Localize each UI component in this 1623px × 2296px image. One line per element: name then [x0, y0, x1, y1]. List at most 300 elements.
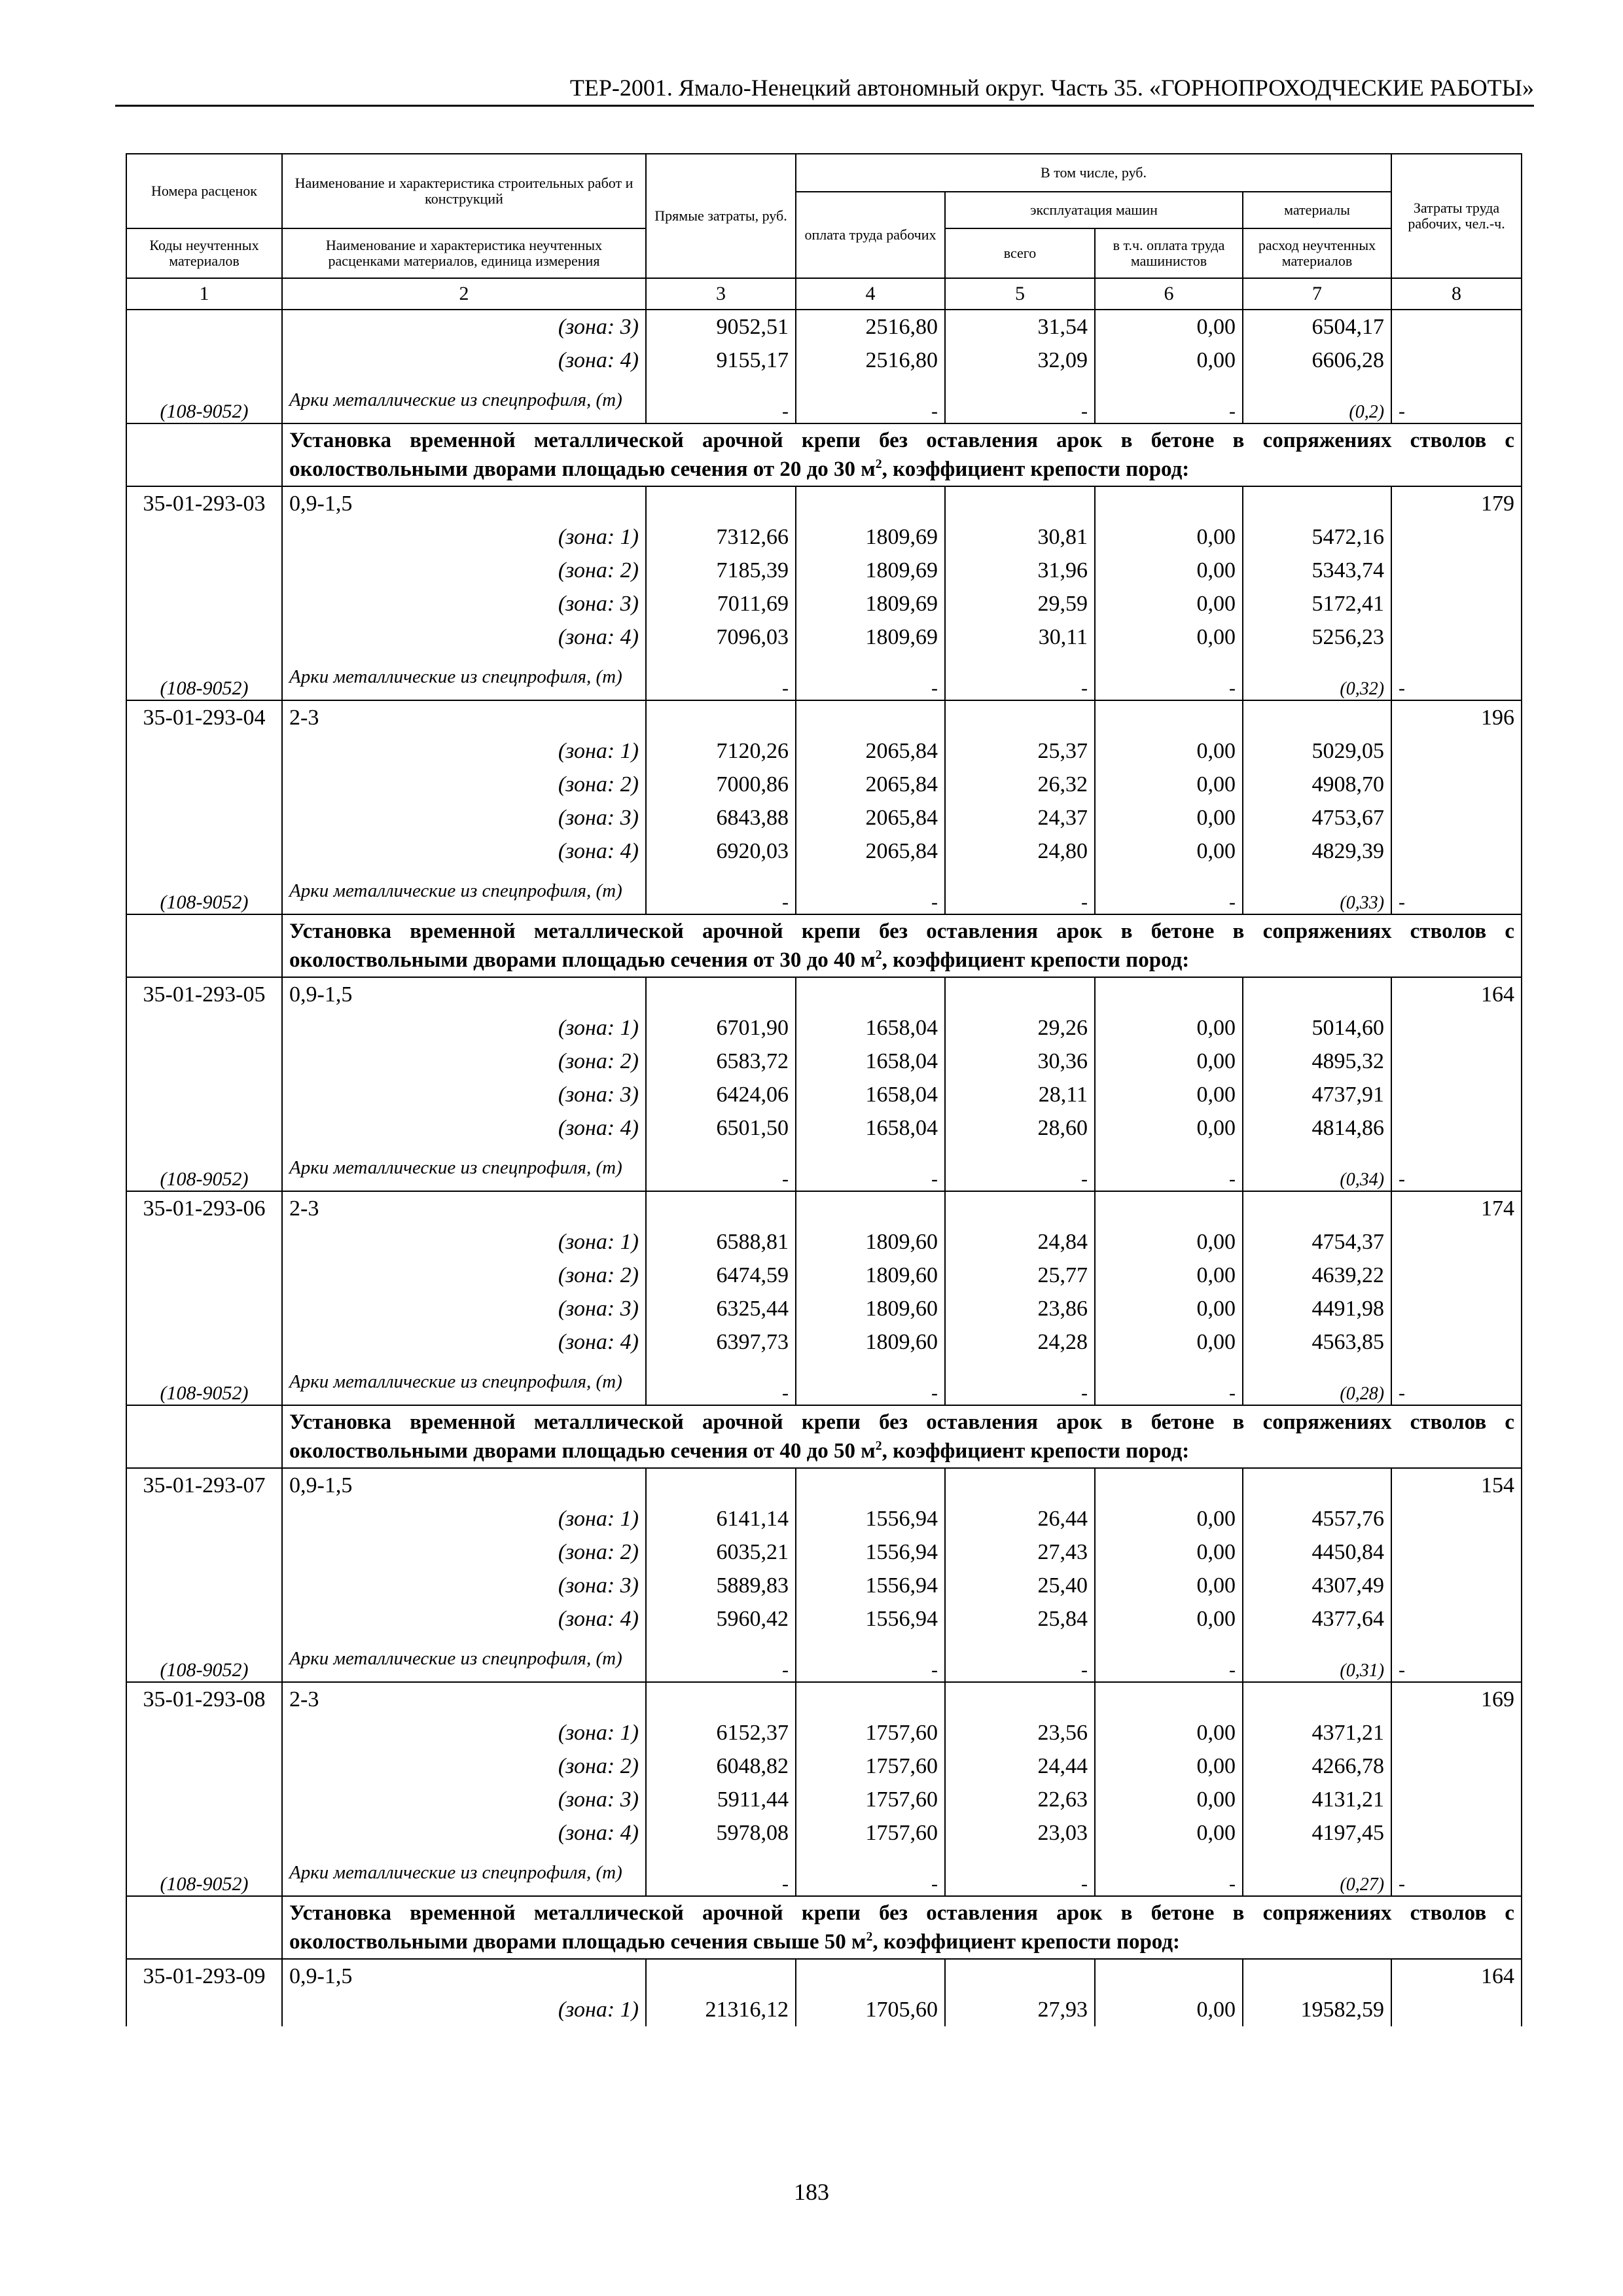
labor-costs-value [1391, 1225, 1522, 1259]
material-code: (108-9052) [126, 1359, 282, 1405]
empty-cell [1095, 1468, 1243, 1502]
rate-code-cell [126, 734, 282, 768]
empty-cell [646, 486, 796, 520]
rate-code: 35-01-293-05 [126, 977, 282, 1011]
zone-label: (зона: 2) [282, 768, 646, 801]
machines-labor-value: 0,00 [1095, 1749, 1243, 1783]
material-dash: - [1095, 377, 1243, 423]
material-name: Арки металлические из спецпрофиля, (т) [282, 377, 646, 423]
labor-costs-value [1391, 1045, 1522, 1078]
empty-cell [1243, 1468, 1391, 1502]
materials-value: 4131,21 [1243, 1783, 1391, 1816]
empty-cell [646, 700, 796, 734]
zone-label: (зона: 1) [282, 1993, 646, 2026]
machines-total-value: 27,93 [945, 1993, 1095, 2026]
direct-costs-value: 7120,26 [646, 734, 796, 768]
direct-costs-value: 6141,14 [646, 1502, 796, 1535]
rate-code-cell [126, 1292, 282, 1325]
materials-value: 4307,49 [1243, 1569, 1391, 1602]
material-dash: - [646, 1359, 796, 1405]
labor-pay-value: 1809,69 [796, 554, 945, 587]
section-heading-sup: 2 [875, 948, 882, 962]
zone-label: (зона: 4) [282, 620, 646, 654]
materials-value: 4814,86 [1243, 1111, 1391, 1145]
materials-value: 4557,76 [1243, 1502, 1391, 1535]
machines-labor-value: 0,00 [1095, 1993, 1243, 2026]
empty-cell [945, 700, 1095, 734]
materials-value: 5256,23 [1243, 620, 1391, 654]
section-heading-text: Установка временной металлической арочной крепи без оставления арок в бетоне в сопряжениях стволов с околоствольными дворами площадью сечения от 40 до 50 м [289, 1410, 1515, 1463]
labor-pay-value: 2516,80 [796, 310, 945, 344]
table-row [126, 834, 1522, 868]
materials-value: 19582,59 [1243, 1993, 1391, 2026]
rock-hardness: 2-3 [282, 700, 646, 734]
direct-costs-value: 7185,39 [646, 554, 796, 587]
material-code: (108-9052) [126, 1145, 282, 1191]
empty-cell [646, 1468, 796, 1502]
table-row [126, 1111, 1522, 1145]
direct-costs-value: 7096,03 [646, 620, 796, 654]
direct-costs-value: 6843,88 [646, 801, 796, 834]
material-name: Арки металлические из спецпрофиля, (т) [282, 868, 646, 914]
material-dash: - [796, 1359, 945, 1405]
material-dash: - [945, 1850, 1095, 1896]
zone-label: (зона: 1) [282, 734, 646, 768]
rate-code-cell [126, 1011, 282, 1045]
empty-cell [1243, 486, 1391, 520]
table-row [126, 1011, 1522, 1045]
labor-costs-value [1391, 310, 1522, 344]
labor-pay-value: 1809,60 [796, 1325, 945, 1359]
direct-costs-value: 5911,44 [646, 1783, 796, 1816]
colnum-8: 8 [1391, 278, 1522, 310]
rate-code-cell [126, 1325, 282, 1359]
material-name: Арки металлические из спецпрофиля, (т) [282, 1850, 646, 1896]
direct-costs-value: 6920,03 [646, 834, 796, 868]
machines-total-value: 24,44 [945, 1749, 1095, 1783]
labor-pay-value: 2065,84 [796, 768, 945, 801]
rate-code-cell [126, 344, 282, 377]
material-quantity: (0,28) [1243, 1359, 1391, 1405]
direct-costs-value: 6583,72 [646, 1045, 796, 1078]
zone-label: (зона: 3) [282, 1078, 646, 1111]
labor-costs-value [1391, 1535, 1522, 1569]
empty-cell [646, 1682, 796, 1716]
zone-label: (зона: 3) [282, 1292, 646, 1325]
machines-total-value: 32,09 [945, 344, 1095, 377]
price-table [126, 153, 1522, 2026]
direct-costs-value: 6397,73 [646, 1325, 796, 1359]
direct-costs-value: 5978,08 [646, 1816, 796, 1850]
labor-costs-value: 179 [1391, 486, 1522, 520]
machines-total-value: 24,80 [945, 834, 1095, 868]
machines-labor-value: 0,00 [1095, 1225, 1243, 1259]
machines-total-value: 22,63 [945, 1783, 1095, 1816]
direct-costs-value: 6152,37 [646, 1716, 796, 1749]
empty-cell [1243, 1191, 1391, 1225]
materials-value: 4450,84 [1243, 1535, 1391, 1569]
rock-hardness: 0,9-1,5 [282, 1468, 646, 1502]
materials-value: 4197,45 [1243, 1816, 1391, 1850]
zone-label: (зона: 2) [282, 1259, 646, 1292]
rate-code-cell [126, 310, 282, 344]
table-row [126, 1816, 1522, 1850]
rate-code-cell [126, 1569, 282, 1602]
header-machines-labor: в т.ч. оплата труда машинистов [1095, 228, 1243, 278]
empty-cell [945, 486, 1095, 520]
machines-labor-value: 0,00 [1095, 1783, 1243, 1816]
machines-total-value: 26,32 [945, 768, 1095, 801]
rate-code-cell [126, 587, 282, 620]
empty-cell [1095, 1682, 1243, 1716]
material-dash: - [1391, 1359, 1522, 1405]
section-heading [282, 914, 1522, 977]
materials-value: 4754,37 [1243, 1225, 1391, 1259]
header-machines-total: всего [945, 228, 1095, 278]
zone-label: (зона: 4) [282, 1325, 646, 1359]
colnum-6: 6 [1095, 278, 1243, 310]
machines-labor-value: 0,00 [1095, 587, 1243, 620]
machines-labor-value: 0,00 [1095, 310, 1243, 344]
machines-total-value: 26,44 [945, 1502, 1095, 1535]
labor-pay-value: 1556,94 [796, 1502, 945, 1535]
empty-cell [1243, 977, 1391, 1011]
material-dash: - [1391, 1145, 1522, 1191]
table-row [126, 587, 1522, 620]
rate-code: 35-01-293-08 [126, 1682, 282, 1716]
materials-value: 4377,64 [1243, 1602, 1391, 1636]
rock-hardness: 2-3 [282, 1191, 646, 1225]
empty-cell [945, 1959, 1095, 1993]
empty-cell [1095, 486, 1243, 520]
material-quantity: (0,34) [1243, 1145, 1391, 1191]
table-row [126, 1078, 1522, 1111]
labor-pay-value: 1658,04 [796, 1078, 945, 1111]
direct-costs-value: 5889,83 [646, 1569, 796, 1602]
labor-costs-value [1391, 1993, 1522, 2026]
labor-costs-value [1391, 1716, 1522, 1749]
table-body [126, 310, 1522, 2026]
colnum-3: 3 [646, 278, 796, 310]
rate-code-cell [126, 1816, 282, 1850]
empty-cell [126, 1896, 282, 1959]
labor-pay-value: 1705,60 [796, 1993, 945, 2026]
materials-value: 5172,41 [1243, 587, 1391, 620]
rate-code-cell [126, 554, 282, 587]
section-heading-text: Установка временной металлической арочной крепи без оставления арок в бетоне в сопряжениях стволов с околоствольными дворами площадью сечения от 30 до 40 м [289, 920, 1515, 972]
machines-labor-value: 0,00 [1095, 554, 1243, 587]
header-materials-unaccounted: расход неучтенных материалов [1243, 228, 1391, 278]
rate-code-cell [126, 1078, 282, 1111]
labor-costs-value [1391, 1602, 1522, 1636]
table-row [126, 1191, 1522, 1225]
machines-labor-value: 0,00 [1095, 1816, 1243, 1850]
machines-labor-value: 0,00 [1095, 734, 1243, 768]
rate-code: 35-01-293-07 [126, 1468, 282, 1502]
table-row [126, 1045, 1522, 1078]
rate-code-cell [126, 520, 282, 554]
labor-costs-value [1391, 768, 1522, 801]
table-row [126, 1225, 1522, 1259]
header-direct-costs: Прямые затраты, руб. [646, 154, 796, 278]
table-row [126, 700, 1522, 734]
section-heading-text: Установка временной металлической арочной крепи без оставления арок в бетоне в сопряжениях стволов с околоствольными дворами площадью сечения от 20 до 30 м [289, 429, 1515, 481]
labor-costs-value [1391, 620, 1522, 654]
material-dash: - [945, 1359, 1095, 1405]
table-row [126, 310, 1522, 344]
labor-pay-value: 1809,60 [796, 1259, 945, 1292]
labor-costs-value: 174 [1391, 1191, 1522, 1225]
labor-costs-value: 154 [1391, 1468, 1522, 1502]
empty-cell [945, 1191, 1095, 1225]
materials-value: 4563,85 [1243, 1325, 1391, 1359]
machines-labor-value: 0,00 [1095, 1011, 1243, 1045]
section-heading [282, 423, 1522, 486]
machines-labor-value: 0,00 [1095, 1259, 1243, 1292]
labor-pay-value: 1757,60 [796, 1816, 945, 1850]
labor-pay-value: 2065,84 [796, 801, 945, 834]
labor-costs-value [1391, 1292, 1522, 1325]
table-row [126, 1569, 1522, 1602]
table-row [126, 1749, 1522, 1783]
table-row [126, 1959, 1522, 1993]
material-dash: - [1391, 654, 1522, 700]
machines-total-value: 23,56 [945, 1716, 1095, 1749]
labor-costs-value [1391, 1078, 1522, 1111]
labor-pay-value: 1757,60 [796, 1716, 945, 1749]
material-dash: - [1095, 1359, 1243, 1405]
materials-value: 4908,70 [1243, 768, 1391, 801]
zone-label: (зона: 4) [282, 834, 646, 868]
machines-labor-value: 0,00 [1095, 520, 1243, 554]
direct-costs-value: 6035,21 [646, 1535, 796, 1569]
rate-code-cell [126, 1602, 282, 1636]
machines-total-value: 29,26 [945, 1011, 1095, 1045]
section-heading [282, 1896, 1522, 1959]
material-dash: - [646, 377, 796, 423]
table-row [126, 1502, 1522, 1535]
machines-total-value: 24,84 [945, 1225, 1095, 1259]
machines-total-value: 31,96 [945, 554, 1095, 587]
material-dash: - [1391, 868, 1522, 914]
page-number: 183 [794, 2179, 829, 2205]
rate-code-cell [126, 834, 282, 868]
labor-costs-value [1391, 734, 1522, 768]
materials-value: 4895,32 [1243, 1045, 1391, 1078]
machines-total-value: 31,54 [945, 310, 1095, 344]
machines-labor-value: 0,00 [1095, 768, 1243, 801]
header-material-names: Наименование и характеристика неучтенных расценками материалов, единица измерения [282, 228, 646, 278]
empty-cell [796, 977, 945, 1011]
colnum-7: 7 [1243, 278, 1391, 310]
material-dash: - [1391, 377, 1522, 423]
materials-value: 4266,78 [1243, 1749, 1391, 1783]
labor-costs-value [1391, 554, 1522, 587]
machines-labor-value: 0,00 [1095, 1045, 1243, 1078]
direct-costs-value: 6701,90 [646, 1011, 796, 1045]
labor-costs-value [1391, 1111, 1522, 1145]
material-dash: - [646, 1145, 796, 1191]
material-dash: - [945, 1145, 1095, 1191]
machines-total-value: 30,11 [945, 620, 1095, 654]
direct-costs-value: 6474,59 [646, 1259, 796, 1292]
labor-pay-value: 2516,80 [796, 344, 945, 377]
labor-pay-value: 1658,04 [796, 1045, 945, 1078]
rate-code-cell [126, 1111, 282, 1145]
material-quantity: (0,27) [1243, 1850, 1391, 1896]
labor-costs-value [1391, 1749, 1522, 1783]
rock-hardness: 0,9-1,5 [282, 486, 646, 520]
machines-labor-value: 0,00 [1095, 1569, 1243, 1602]
labor-costs-value: 169 [1391, 1682, 1522, 1716]
labor-costs-value [1391, 1259, 1522, 1292]
empty-cell [1243, 700, 1391, 734]
machines-labor-value: 0,00 [1095, 801, 1243, 834]
machines-labor-value: 0,00 [1095, 1502, 1243, 1535]
rock-hardness: 2-3 [282, 1682, 646, 1716]
material-dash: - [1095, 654, 1243, 700]
direct-costs-value: 6048,82 [646, 1749, 796, 1783]
labor-pay-value: 2065,84 [796, 834, 945, 868]
material-dash: - [646, 868, 796, 914]
empty-cell [945, 977, 1095, 1011]
table-row [126, 377, 1522, 423]
header-material-codes: Коды неучтенных материалов [126, 228, 282, 278]
table-row [126, 1850, 1522, 1896]
machines-total-value: 28,60 [945, 1111, 1095, 1145]
labor-pay-value: 1809,69 [796, 587, 945, 620]
empty-cell [796, 486, 945, 520]
direct-costs-value: 6501,50 [646, 1111, 796, 1145]
header-work-name: Наименование и характеристика строительных работ и конструкций [282, 154, 646, 228]
labor-costs-value [1391, 1816, 1522, 1850]
materials-value: 4737,91 [1243, 1078, 1391, 1111]
header-machines: эксплуатация машин [945, 192, 1243, 228]
table-row [126, 1636, 1522, 1682]
material-code: (108-9052) [126, 1850, 282, 1896]
empty-cell [945, 1682, 1095, 1716]
machines-total-value: 23,86 [945, 1292, 1095, 1325]
empty-cell [796, 1191, 945, 1225]
rate-code-cell [126, 1045, 282, 1078]
material-dash: - [1391, 1636, 1522, 1682]
labor-pay-value: 1658,04 [796, 1011, 945, 1045]
zone-label: (зона: 2) [282, 1045, 646, 1078]
labor-costs-value: 196 [1391, 700, 1522, 734]
rate-code-cell [126, 1993, 282, 2026]
materials-value: 5029,05 [1243, 734, 1391, 768]
rate-code: 35-01-293-03 [126, 486, 282, 520]
material-dash: - [646, 1850, 796, 1896]
table-row [126, 1359, 1522, 1405]
labor-costs-value [1391, 520, 1522, 554]
rate-code: 35-01-293-04 [126, 700, 282, 734]
zone-label: (зона: 1) [282, 1011, 646, 1045]
table-row [126, 1682, 1522, 1716]
machines-labor-value: 0,00 [1095, 1111, 1243, 1145]
materials-value: 5014,60 [1243, 1011, 1391, 1045]
material-name: Арки металлические из спецпрофиля, (т) [282, 1145, 646, 1191]
empty-cell [1243, 1959, 1391, 1993]
table-row [126, 1783, 1522, 1816]
labor-costs-value: 164 [1391, 1959, 1522, 1993]
table-row [126, 977, 1522, 1011]
rate-code-cell [126, 620, 282, 654]
empty-cell [126, 423, 282, 486]
materials-value: 4491,98 [1243, 1292, 1391, 1325]
table-row [126, 486, 1522, 520]
running-header: ТЕР-2001. Ямало-Ненецкий автономный округ. Часть 35. «ГОРНОПРОХОДЧЕСКИЕ РАБОТЫ» [569, 75, 1534, 101]
zone-label: (зона: 1) [282, 520, 646, 554]
machines-total-value: 23,03 [945, 1816, 1095, 1850]
material-quantity: (0,31) [1243, 1636, 1391, 1682]
machines-labor-value: 0,00 [1095, 1078, 1243, 1111]
direct-costs-value: 7011,69 [646, 587, 796, 620]
direct-costs-value: 6325,44 [646, 1292, 796, 1325]
table-row [126, 768, 1522, 801]
section-heading-row [126, 1896, 1522, 1959]
materials-value: 4829,39 [1243, 834, 1391, 868]
direct-costs-value: 6424,06 [646, 1078, 796, 1111]
header-materials: материалы [1243, 192, 1391, 228]
empty-cell [796, 1959, 945, 1993]
materials-value: 5343,74 [1243, 554, 1391, 587]
machines-total-value: 30,36 [945, 1045, 1095, 1078]
empty-cell [126, 1405, 282, 1468]
section-heading-sup: 2 [866, 1929, 873, 1944]
material-dash: - [646, 654, 796, 700]
zone-label: (зона: 2) [282, 554, 646, 587]
labor-pay-value: 1757,60 [796, 1749, 945, 1783]
machines-labor-value: 0,00 [1095, 1292, 1243, 1325]
material-code: (108-9052) [126, 1636, 282, 1682]
direct-costs-value: 7000,86 [646, 768, 796, 801]
zone-label: (зона: 4) [282, 1816, 646, 1850]
materials-value: 4639,22 [1243, 1259, 1391, 1292]
table-row [126, 654, 1522, 700]
colnum-5: 5 [945, 278, 1095, 310]
material-dash: - [796, 1145, 945, 1191]
material-code: (108-9052) [126, 377, 282, 423]
material-name: Арки металлические из спецпрофиля, (т) [282, 1636, 646, 1682]
empty-cell [646, 977, 796, 1011]
materials-value: 4753,67 [1243, 801, 1391, 834]
labor-pay-value: 1556,94 [796, 1569, 945, 1602]
material-dash: - [945, 654, 1095, 700]
table-row [126, 1145, 1522, 1191]
material-dash: - [1391, 1850, 1522, 1896]
colnum-4: 4 [796, 278, 945, 310]
empty-cell [646, 1191, 796, 1225]
machines-labor-value: 0,00 [1095, 834, 1243, 868]
rate-code-cell [126, 768, 282, 801]
direct-costs-value: 9052,51 [646, 310, 796, 344]
material-quantity: (0,33) [1243, 868, 1391, 914]
section-heading-suffix: , коэффициент крепости пород: [882, 1439, 1190, 1463]
labor-pay-value: 1809,60 [796, 1292, 945, 1325]
table-row [126, 344, 1522, 377]
materials-value: 4371,21 [1243, 1716, 1391, 1749]
rock-hardness: 0,9-1,5 [282, 977, 646, 1011]
zone-label: (зона: 4) [282, 1602, 646, 1636]
header-labor-costs: Затраты труда рабочих, чел.-ч. [1391, 154, 1522, 278]
section-heading [282, 1405, 1522, 1468]
table-row [126, 1535, 1522, 1569]
material-dash: - [1095, 1850, 1243, 1896]
labor-pay-value: 1556,94 [796, 1602, 945, 1636]
direct-costs-value: 5960,42 [646, 1602, 796, 1636]
material-name: Арки металлические из спецпрофиля, (т) [282, 1359, 646, 1405]
